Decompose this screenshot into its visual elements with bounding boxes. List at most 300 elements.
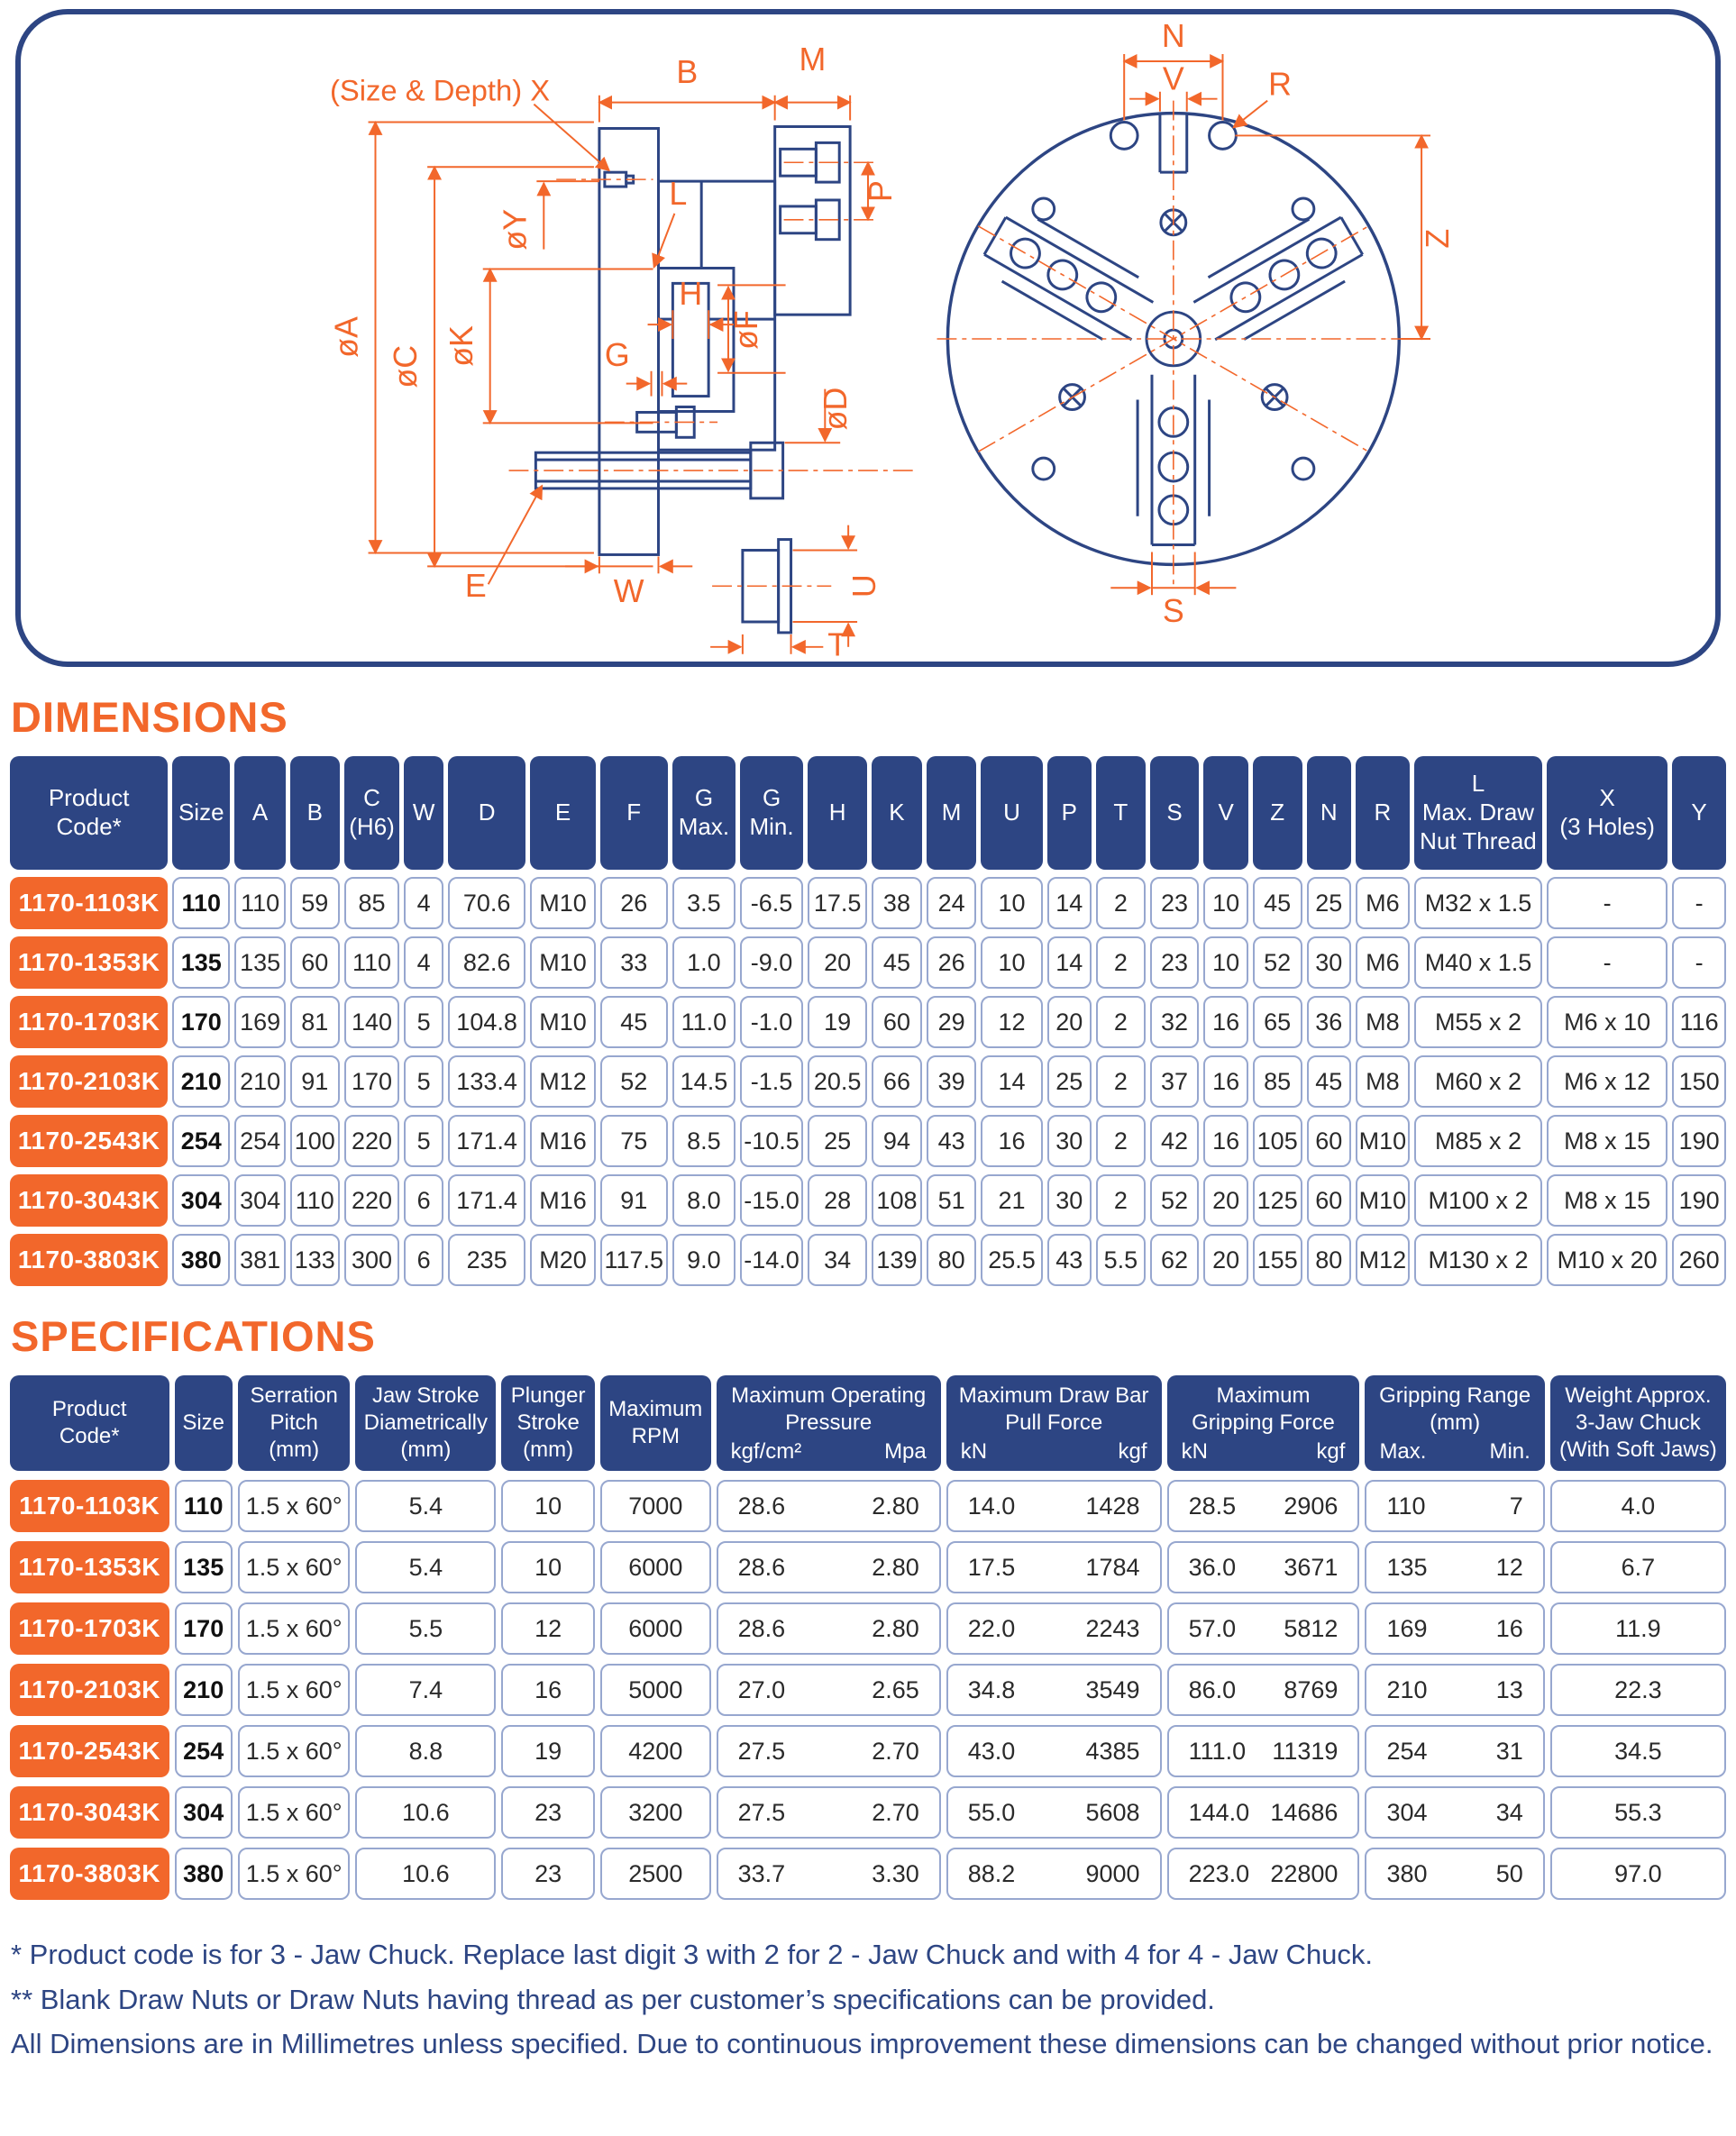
value-cell: 210 bbox=[234, 1055, 286, 1108]
value-cell: M12 bbox=[530, 1055, 595, 1108]
value-cell: M32 x 1.5 bbox=[1414, 877, 1542, 929]
value-cell: 5 bbox=[404, 1115, 443, 1167]
product-code-cell: 1170-3803K bbox=[10, 1234, 168, 1286]
value-cell: 2 bbox=[1096, 936, 1146, 989]
centerlines bbox=[509, 101, 1411, 589]
pair-value: 36.0 bbox=[1188, 1553, 1237, 1581]
column-header: G Min. bbox=[740, 756, 803, 870]
label-z: Z bbox=[1419, 228, 1456, 249]
column-header: Size bbox=[175, 1375, 233, 1471]
value-cell: 2 bbox=[1096, 1174, 1146, 1227]
value-cell: 2500 bbox=[600, 1848, 711, 1900]
column-header: Product Code* bbox=[10, 756, 168, 870]
value-cell bbox=[1365, 1664, 1544, 1716]
value-cell: 169 bbox=[234, 996, 286, 1048]
value-cell: 125 bbox=[1253, 1174, 1302, 1227]
pair-value: 2.70 bbox=[872, 1737, 919, 1765]
value-cell: M12 bbox=[1356, 1234, 1410, 1286]
value-cell: 170 bbox=[344, 1055, 400, 1108]
pair-value: 12 bbox=[1495, 1553, 1523, 1581]
value-cell bbox=[946, 1786, 1162, 1839]
value-cell: 91 bbox=[600, 1174, 668, 1227]
value-cell: M130 x 2 bbox=[1414, 1234, 1542, 1286]
label-t: T bbox=[827, 626, 848, 662]
pair-value: 17.5 bbox=[967, 1553, 1016, 1581]
value-cell: 42 bbox=[1150, 1115, 1200, 1167]
pair-value: 28.6 bbox=[737, 1553, 786, 1581]
pair-value: 254 bbox=[1386, 1737, 1428, 1765]
value-cell bbox=[946, 1664, 1162, 1716]
pair-value: 135 bbox=[1386, 1553, 1428, 1581]
value-cell: M6 x 10 bbox=[1547, 996, 1667, 1048]
pair-value: 111.0 bbox=[1188, 1737, 1247, 1765]
value-cell: M85 x 2 bbox=[1414, 1115, 1542, 1167]
value-cell: 85 bbox=[1253, 1055, 1302, 1108]
footnote-draw-nuts: ** Blank Draw Nuts or Draw Nuts having thread as per customer’s specifications can be provided. bbox=[11, 1983, 1215, 2015]
pair-value: 31 bbox=[1495, 1737, 1523, 1765]
specifications-table bbox=[10, 1375, 1726, 1900]
column-header: Weight Approx. 3-Jaw Chuck (With Soft Jaws) bbox=[1550, 1375, 1726, 1471]
value-cell: 14 bbox=[981, 1055, 1042, 1108]
value-cell: 60 bbox=[290, 936, 340, 989]
column-header: T bbox=[1096, 756, 1146, 870]
value-cell: 17.5 bbox=[808, 877, 867, 929]
size-cell: 380 bbox=[172, 1234, 230, 1286]
value-cell: - bbox=[1672, 936, 1726, 989]
label-m: M bbox=[799, 41, 827, 78]
value-cell: 220 bbox=[344, 1115, 400, 1167]
value-cell: 43 bbox=[927, 1115, 977, 1167]
value-cell: 21 bbox=[981, 1174, 1042, 1227]
value-cell: -14.0 bbox=[740, 1234, 803, 1286]
value-cell: 52 bbox=[1150, 1174, 1200, 1227]
value-cell bbox=[717, 1480, 941, 1532]
value-cell: 34.5 bbox=[1550, 1725, 1726, 1777]
value-cell: 4 bbox=[404, 936, 443, 989]
value-cell: 45 bbox=[872, 936, 922, 989]
pair-value: 8769 bbox=[1284, 1675, 1339, 1703]
product-code-cell: 1170-2543K bbox=[10, 1115, 168, 1167]
label-w: W bbox=[613, 573, 644, 610]
value-cell: 52 bbox=[600, 1055, 668, 1108]
pair-value: 13 bbox=[1495, 1675, 1523, 1703]
column-header: Gripping Range (mm) Max. Min. bbox=[1365, 1375, 1544, 1471]
column-header: D bbox=[448, 756, 526, 870]
value-cell: 52 bbox=[1253, 936, 1302, 989]
value-cell bbox=[946, 1480, 1162, 1532]
size-cell: 304 bbox=[172, 1174, 230, 1227]
value-cell: 10 bbox=[501, 1480, 595, 1532]
label-r: R bbox=[1268, 66, 1293, 103]
value-cell: 60 bbox=[1307, 1115, 1351, 1167]
product-code-cell: 1170-3043K bbox=[10, 1786, 169, 1839]
specifications-title: SPECIFICATIONS bbox=[11, 1312, 376, 1360]
size-cell: 210 bbox=[175, 1664, 233, 1716]
label-v: V bbox=[1162, 60, 1184, 97]
value-cell: 20.5 bbox=[808, 1055, 867, 1108]
value-cell: 34 bbox=[808, 1234, 867, 1286]
column-header: H bbox=[808, 756, 867, 870]
value-cell: M10 bbox=[530, 996, 595, 1048]
value-cell: 110 bbox=[234, 877, 286, 929]
column-header: A bbox=[234, 756, 286, 870]
value-cell: 300 bbox=[344, 1234, 400, 1286]
value-cell: 150 bbox=[1672, 1055, 1726, 1108]
product-code-cell: 1170-1353K bbox=[10, 936, 168, 989]
value-cell: 16 bbox=[501, 1664, 595, 1716]
column-header: Plunger Stroke (mm) bbox=[501, 1375, 595, 1471]
value-cell: 80 bbox=[1307, 1234, 1351, 1286]
value-cell: -6.5 bbox=[740, 877, 803, 929]
value-cell: M10 bbox=[530, 936, 595, 989]
value-cell bbox=[946, 1541, 1162, 1593]
value-cell: 5.4 bbox=[355, 1541, 496, 1593]
pair-value: 50 bbox=[1495, 1859, 1523, 1887]
value-cell: 23 bbox=[501, 1786, 595, 1839]
unit-label: Mpa bbox=[884, 1438, 927, 1464]
value-cell: 139 bbox=[872, 1234, 922, 1286]
pair-value: 88.2 bbox=[967, 1859, 1016, 1887]
value-cell bbox=[1365, 1848, 1544, 1900]
value-cell bbox=[717, 1664, 941, 1716]
value-cell: 23 bbox=[1150, 877, 1200, 929]
value-cell: 1.5 x 60° bbox=[238, 1602, 351, 1655]
unit-label: kgf/cm² bbox=[730, 1438, 802, 1464]
column-header: V bbox=[1203, 756, 1248, 870]
value-cell: 45 bbox=[1307, 1055, 1351, 1108]
value-cell: 20 bbox=[1203, 1174, 1248, 1227]
value-cell: 6 bbox=[404, 1234, 443, 1286]
pair-value: 2.65 bbox=[872, 1675, 919, 1703]
column-header: N bbox=[1307, 756, 1351, 870]
value-cell: 30 bbox=[1307, 936, 1351, 989]
value-cell: 20 bbox=[1203, 1234, 1248, 1286]
value-cell: 5 bbox=[404, 1055, 443, 1108]
dimension-lines bbox=[369, 54, 1430, 654]
value-cell: 81 bbox=[290, 996, 340, 1048]
value-cell: 2 bbox=[1096, 1115, 1146, 1167]
value-cell: 38 bbox=[872, 877, 922, 929]
diagram-panel bbox=[15, 9, 1721, 667]
value-cell: M100 x 2 bbox=[1414, 1174, 1542, 1227]
size-cell: 135 bbox=[172, 936, 230, 989]
label-dia-c: øC bbox=[388, 344, 425, 388]
technical-drawing bbox=[21, 14, 1715, 662]
product-code-cell: 1170-1103K bbox=[10, 1480, 169, 1532]
value-cell: 117.5 bbox=[600, 1234, 668, 1286]
label-dia-d: øD bbox=[818, 387, 854, 431]
column-header: Z bbox=[1253, 756, 1302, 870]
pair-value: 2.80 bbox=[872, 1614, 919, 1642]
label-h: H bbox=[679, 276, 703, 313]
size-cell: 254 bbox=[175, 1725, 233, 1777]
value-cell: 105 bbox=[1253, 1115, 1302, 1167]
value-cell: 60 bbox=[872, 996, 922, 1048]
product-code-cell: 1170-3803K bbox=[10, 1848, 169, 1900]
product-code-cell: 1170-2543K bbox=[10, 1725, 169, 1777]
value-cell: 220 bbox=[344, 1174, 400, 1227]
value-cell: 190 bbox=[1672, 1115, 1726, 1167]
value-cell: 45 bbox=[1253, 877, 1302, 929]
pair-value: 380 bbox=[1386, 1859, 1428, 1887]
value-cell: 100 bbox=[290, 1115, 340, 1167]
value-cell: 75 bbox=[600, 1115, 668, 1167]
column-header: Jaw Stroke Diametrically (mm) bbox=[355, 1375, 496, 1471]
pair-value: 28.6 bbox=[737, 1492, 786, 1520]
value-cell: 4.0 bbox=[1550, 1480, 1726, 1532]
label-p: P bbox=[862, 180, 899, 202]
value-cell: 11.0 bbox=[672, 996, 736, 1048]
column-header: Maximum Gripping Force kN kgf bbox=[1167, 1375, 1360, 1471]
value-cell: 5000 bbox=[600, 1664, 711, 1716]
label-dia-f: øF bbox=[727, 310, 764, 350]
value-cell: 1.5 x 60° bbox=[238, 1541, 351, 1593]
value-cell bbox=[946, 1848, 1162, 1900]
value-cell bbox=[1167, 1664, 1360, 1716]
value-cell: 155 bbox=[1253, 1234, 1302, 1286]
column-header: P bbox=[1047, 756, 1092, 870]
value-cell: 25 bbox=[1307, 877, 1351, 929]
pair-value: 55.0 bbox=[967, 1798, 1016, 1826]
dimensions-title: DIMENSIONS bbox=[11, 693, 288, 741]
label-l: L bbox=[669, 175, 688, 212]
product-code-cell: 1170-2103K bbox=[10, 1664, 169, 1716]
value-cell: 171.4 bbox=[448, 1174, 526, 1227]
value-cell: 6000 bbox=[600, 1541, 711, 1593]
value-cell: 110 bbox=[290, 1174, 340, 1227]
value-cell: -1.5 bbox=[740, 1055, 803, 1108]
size-cell: 110 bbox=[172, 877, 230, 929]
size-cell: 210 bbox=[172, 1055, 230, 1108]
value-cell: 7000 bbox=[600, 1480, 711, 1532]
value-cell: M8 x 15 bbox=[1547, 1174, 1667, 1227]
pair-value: 2.70 bbox=[872, 1798, 919, 1826]
value-cell: 4200 bbox=[600, 1725, 711, 1777]
unit-label: Min. bbox=[1489, 1438, 1530, 1464]
product-code-cell: 1170-1353K bbox=[10, 1541, 169, 1593]
value-cell bbox=[1167, 1541, 1360, 1593]
value-cell: 26 bbox=[927, 936, 977, 989]
value-cell: 62 bbox=[1150, 1234, 1200, 1286]
product-code-cell: 1170-3043K bbox=[10, 1174, 168, 1227]
value-cell: M10 bbox=[1356, 1174, 1410, 1227]
value-cell: 1.5 x 60° bbox=[238, 1664, 351, 1716]
value-cell: 10 bbox=[501, 1541, 595, 1593]
value-cell: 10 bbox=[1203, 877, 1248, 929]
pair-value: 2.80 bbox=[872, 1553, 919, 1581]
value-cell: 16 bbox=[1203, 1055, 1248, 1108]
column-header: Maximum RPM bbox=[600, 1375, 711, 1471]
pair-value: 223.0 bbox=[1188, 1859, 1250, 1887]
value-cell: 28 bbox=[808, 1174, 867, 1227]
pair-value: 2.80 bbox=[872, 1492, 919, 1520]
value-cell: - bbox=[1547, 936, 1667, 989]
value-cell: M40 x 1.5 bbox=[1414, 936, 1542, 989]
pair-value: 3.30 bbox=[872, 1859, 919, 1887]
value-cell: 2 bbox=[1096, 1055, 1146, 1108]
value-cell bbox=[946, 1602, 1162, 1655]
value-cell: M8 x 15 bbox=[1547, 1115, 1667, 1167]
value-cell: 10 bbox=[1203, 936, 1248, 989]
value-cell: 25.5 bbox=[981, 1234, 1042, 1286]
size-cell: 110 bbox=[175, 1480, 233, 1532]
pair-value: 34.8 bbox=[967, 1675, 1016, 1703]
value-cell: M16 bbox=[530, 1115, 595, 1167]
value-cell: 94 bbox=[872, 1115, 922, 1167]
value-cell: M6 bbox=[1356, 877, 1410, 929]
label-u: U bbox=[845, 574, 882, 598]
value-cell: -9.0 bbox=[740, 936, 803, 989]
pair-value: 210 bbox=[1386, 1675, 1428, 1703]
value-cell: -10.5 bbox=[740, 1115, 803, 1167]
value-cell bbox=[1167, 1848, 1360, 1900]
column-header: G Max. bbox=[672, 756, 736, 870]
value-cell: 36 bbox=[1307, 996, 1351, 1048]
value-cell: 254 bbox=[234, 1115, 286, 1167]
value-cell: 51 bbox=[927, 1174, 977, 1227]
footnote-dimensions-note: All Dimensions are in Millimetres unless specified. Due to continuous improvement these dimensions can be changed without prior notice. bbox=[11, 2028, 1713, 2060]
value-cell: 29 bbox=[927, 996, 977, 1048]
column-header: R bbox=[1356, 756, 1410, 870]
label-dia-y: øY bbox=[497, 208, 534, 251]
value-cell: 10.6 bbox=[355, 1786, 496, 1839]
value-cell: 82.6 bbox=[448, 936, 526, 989]
value-cell bbox=[1167, 1786, 1360, 1839]
column-header: L Max. Draw Nut Thread bbox=[1414, 756, 1542, 870]
column-header: C (H6) bbox=[344, 756, 400, 870]
column-header: Size bbox=[172, 756, 230, 870]
value-cell: 135 bbox=[234, 936, 286, 989]
column-header: Maximum Draw Bar Pull Force kN kgf bbox=[946, 1375, 1162, 1471]
value-cell: 116 bbox=[1672, 996, 1726, 1048]
value-cell: M20 bbox=[530, 1234, 595, 1286]
column-header: B bbox=[290, 756, 340, 870]
value-cell: 91 bbox=[290, 1055, 340, 1108]
value-cell: 133.4 bbox=[448, 1055, 526, 1108]
value-cell: 7.4 bbox=[355, 1664, 496, 1716]
value-cell: 5.5 bbox=[1096, 1234, 1146, 1286]
value-cell: 133 bbox=[290, 1234, 340, 1286]
value-cell: 12 bbox=[501, 1602, 595, 1655]
value-cell: 45 bbox=[600, 996, 668, 1048]
column-header: X (3 Holes) bbox=[1547, 756, 1667, 870]
pair-value: 110 bbox=[1386, 1492, 1426, 1520]
pair-value: 22800 bbox=[1270, 1859, 1339, 1887]
value-cell: M10 bbox=[1356, 1115, 1410, 1167]
value-cell: -1.0 bbox=[740, 996, 803, 1048]
product-code-cell: 1170-2103K bbox=[10, 1055, 168, 1108]
footnote-product-code: * Product code is for 3 - Jaw Chuck. Replace last digit 3 with 2 for 2 - Jaw Chuck and with 4 for 4 - Jaw Chuck. bbox=[11, 1939, 1374, 1970]
pair-value: 7 bbox=[1509, 1492, 1523, 1520]
value-cell: 20 bbox=[1047, 996, 1092, 1048]
pair-value: 33.7 bbox=[737, 1859, 786, 1887]
pair-value: 1784 bbox=[1085, 1553, 1140, 1581]
value-cell: 19 bbox=[501, 1725, 595, 1777]
unit-label: Max. bbox=[1379, 1438, 1427, 1464]
value-cell: 8.8 bbox=[355, 1725, 496, 1777]
value-cell bbox=[1167, 1480, 1360, 1532]
value-cell: 304 bbox=[234, 1174, 286, 1227]
pair-value: 3671 bbox=[1284, 1553, 1339, 1581]
value-cell: M8 bbox=[1356, 1055, 1410, 1108]
pair-value: 11319 bbox=[1272, 1737, 1339, 1765]
value-cell: 32 bbox=[1150, 996, 1200, 1048]
unit-label: kN bbox=[960, 1438, 988, 1464]
value-cell: 5.4 bbox=[355, 1480, 496, 1532]
value-cell: M10 bbox=[530, 877, 595, 929]
value-cell: 14 bbox=[1047, 877, 1092, 929]
pair-value: 5812 bbox=[1284, 1614, 1339, 1642]
size-cell: 304 bbox=[175, 1786, 233, 1839]
pair-value: 28.6 bbox=[737, 1614, 786, 1642]
value-cell: 2 bbox=[1096, 877, 1146, 929]
pair-value: 16 bbox=[1495, 1614, 1523, 1642]
value-cell: 25 bbox=[808, 1115, 867, 1167]
value-cell: 235 bbox=[448, 1234, 526, 1286]
value-cell: 60 bbox=[1307, 1174, 1351, 1227]
label-g: G bbox=[604, 336, 630, 373]
value-cell: 6000 bbox=[600, 1602, 711, 1655]
value-cell: 16 bbox=[981, 1115, 1042, 1167]
pair-value: 1428 bbox=[1085, 1492, 1140, 1520]
column-header: M bbox=[927, 756, 977, 870]
value-cell: 37 bbox=[1150, 1055, 1200, 1108]
value-cell: 6.7 bbox=[1550, 1541, 1726, 1593]
value-cell: 14 bbox=[1047, 936, 1092, 989]
column-header: K bbox=[872, 756, 922, 870]
value-cell: 14.5 bbox=[672, 1055, 736, 1108]
value-cell: M10 x 20 bbox=[1547, 1234, 1667, 1286]
size-cell: 380 bbox=[175, 1848, 233, 1900]
value-cell: M16 bbox=[530, 1174, 595, 1227]
value-cell: 1.5 x 60° bbox=[238, 1786, 351, 1839]
value-cell: 381 bbox=[234, 1234, 286, 1286]
value-cell: 19 bbox=[808, 996, 867, 1048]
size-cell: 254 bbox=[172, 1115, 230, 1167]
size-cell: 170 bbox=[175, 1602, 233, 1655]
size-cell: 170 bbox=[172, 996, 230, 1048]
value-cell bbox=[1365, 1602, 1544, 1655]
value-cell: 85 bbox=[344, 877, 400, 929]
value-cell: M8 bbox=[1356, 996, 1410, 1048]
label-size-depth-x: (Size & Depth) X bbox=[329, 73, 551, 107]
label-n: N bbox=[1161, 18, 1185, 55]
value-cell bbox=[1365, 1786, 1544, 1839]
pair-value: 27.5 bbox=[737, 1798, 786, 1826]
value-cell: 9.0 bbox=[672, 1234, 736, 1286]
value-cell: 23 bbox=[501, 1848, 595, 1900]
unit-label: kN bbox=[1181, 1438, 1208, 1464]
pair-value: 169 bbox=[1386, 1614, 1428, 1642]
value-cell: 80 bbox=[927, 1234, 977, 1286]
pair-value: 144.0 bbox=[1188, 1798, 1250, 1826]
pair-value: 14.0 bbox=[967, 1492, 1016, 1520]
value-cell: 1.5 x 60° bbox=[238, 1480, 351, 1532]
value-cell: 55.3 bbox=[1550, 1786, 1726, 1839]
column-header: Maximum Operating Pressure kgf/cm² Mpa bbox=[717, 1375, 941, 1471]
pair-value: 2906 bbox=[1284, 1492, 1339, 1520]
column-header: Product Code* bbox=[10, 1375, 169, 1471]
pair-value: 86.0 bbox=[1188, 1675, 1237, 1703]
value-cell: 10 bbox=[981, 877, 1042, 929]
value-cell: 5 bbox=[404, 996, 443, 1048]
value-cell: 16 bbox=[1203, 1115, 1248, 1167]
footnotes bbox=[11, 1932, 1736, 2067]
label-dia-k: øK bbox=[443, 325, 480, 367]
pair-value: 43.0 bbox=[967, 1737, 1016, 1765]
value-cell: 110 bbox=[344, 936, 400, 989]
value-cell: 190 bbox=[1672, 1174, 1726, 1227]
